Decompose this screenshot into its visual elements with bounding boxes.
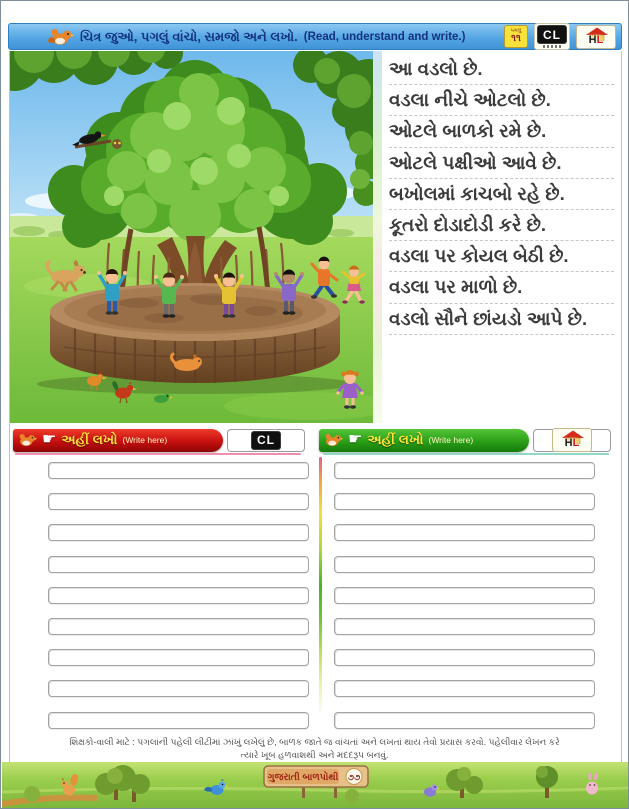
writing-line-box[interactable] xyxy=(48,618,309,635)
reading-line: ઓટલે પક્ષીઓ આવે છે. xyxy=(389,148,614,179)
reading-line: વડલા નીચે ઓટલો છે. xyxy=(389,85,614,116)
write-here-label-en: (Write here) xyxy=(428,435,474,445)
reading-line: વડલો સૌને છાંયડો આપે છે. xyxy=(389,304,614,335)
reading-line: આ વડલો છે. xyxy=(389,54,614,85)
scene-fade-edge xyxy=(373,51,382,423)
bush xyxy=(345,789,359,803)
write-here-label-en: (Write here) xyxy=(122,435,168,445)
cl-badge-subtext xyxy=(543,45,561,48)
write-here-banner-classwork xyxy=(13,428,305,452)
writing-line-box[interactable] xyxy=(334,587,595,604)
classwork-badge: CL xyxy=(227,429,305,452)
reading-line: વડલા પર માળો છે. xyxy=(389,272,614,303)
header-bar xyxy=(8,23,622,50)
banner-underline-right xyxy=(323,453,609,455)
reading-line: ઓટલે બાળકો રમે છે. xyxy=(389,116,614,147)
page-title-english: (Read, understand and write.) xyxy=(303,30,466,43)
bird-icon xyxy=(48,27,74,47)
classwork-badge: CL xyxy=(534,23,570,50)
rainbow-column-divider xyxy=(319,457,322,734)
step-number-badge: પગલું ૧૧ xyxy=(504,25,528,48)
writing-line-box[interactable] xyxy=(48,680,309,697)
reading-line: વડલા પર કોયલ બેઠી છે. xyxy=(389,241,614,272)
writing-line-box[interactable] xyxy=(334,524,595,541)
teacher-note-line2: ત્યારે ખૂબ હળવાશથી અને મદદરૂપ બનવું. xyxy=(240,749,389,760)
page-number: ૭૭ xyxy=(347,772,361,782)
write-here-banner-homework xyxy=(319,428,611,452)
writing-line-box[interactable] xyxy=(48,556,309,573)
teacher-note xyxy=(1,736,628,761)
writing-line-box[interactable] xyxy=(334,680,595,697)
owl-icon xyxy=(112,139,122,149)
writing-line-box[interactable] xyxy=(334,556,595,573)
bush xyxy=(24,786,40,802)
teacher-note-line1: શિક્ષકો-વાલી માટે : પગલાંની પહેલી લીટીમાં ઝાંખું લખેલું છે, બાળક જાતે જ વાંચતાં અને લખતાં થાય તેવો પ્રયાસ કરવો. પહેલીવાર લેખન કરે xyxy=(69,737,560,747)
homework-badge: HL xyxy=(576,25,616,49)
write-here-label: અહીં લખો xyxy=(367,432,424,447)
bird-icon xyxy=(323,432,343,448)
page-title-gujarati: ચિત્ર જુઓ, પગલું વાંચો, સમજો અને લખો. xyxy=(80,28,298,44)
writing-line-box[interactable] xyxy=(334,493,595,510)
banyan-tree-illustration xyxy=(9,51,373,423)
pointing-hand-icon: ☛ xyxy=(42,431,57,448)
book-title: ગુજરાતી બાળપોથી xyxy=(267,772,339,783)
page-frame-left xyxy=(9,51,10,763)
bottom-decorative-strip xyxy=(2,762,629,809)
reading-line: બખોલમાં કાચબો રહે છે. xyxy=(389,179,614,210)
writing-line-box[interactable] xyxy=(48,649,309,666)
pointing-hand-icon: ☛ xyxy=(348,431,363,448)
writing-line-box[interactable] xyxy=(48,587,309,604)
page-frame-right xyxy=(621,51,622,763)
writing-line-box[interactable] xyxy=(334,462,595,479)
writing-line-box[interactable] xyxy=(48,712,309,729)
reading-line: કૂતરો દોડાદોડી કરે છે. xyxy=(389,210,614,241)
banner-underline-left xyxy=(15,453,301,455)
writing-line-box[interactable] xyxy=(334,649,595,666)
bird-icon xyxy=(17,432,37,448)
writing-line-box[interactable] xyxy=(334,712,595,729)
homework-badge: HL xyxy=(533,429,611,452)
writing-line-box[interactable] xyxy=(48,462,309,479)
homework-writing-column xyxy=(334,462,595,743)
reading-panel xyxy=(373,51,622,423)
writing-line-box[interactable] xyxy=(334,618,595,635)
write-here-label: અહીં લખો xyxy=(61,432,118,447)
writing-line-box[interactable] xyxy=(48,493,309,510)
classwork-writing-column xyxy=(48,462,309,743)
writing-line-box[interactable] xyxy=(48,524,309,541)
platform xyxy=(37,283,353,394)
